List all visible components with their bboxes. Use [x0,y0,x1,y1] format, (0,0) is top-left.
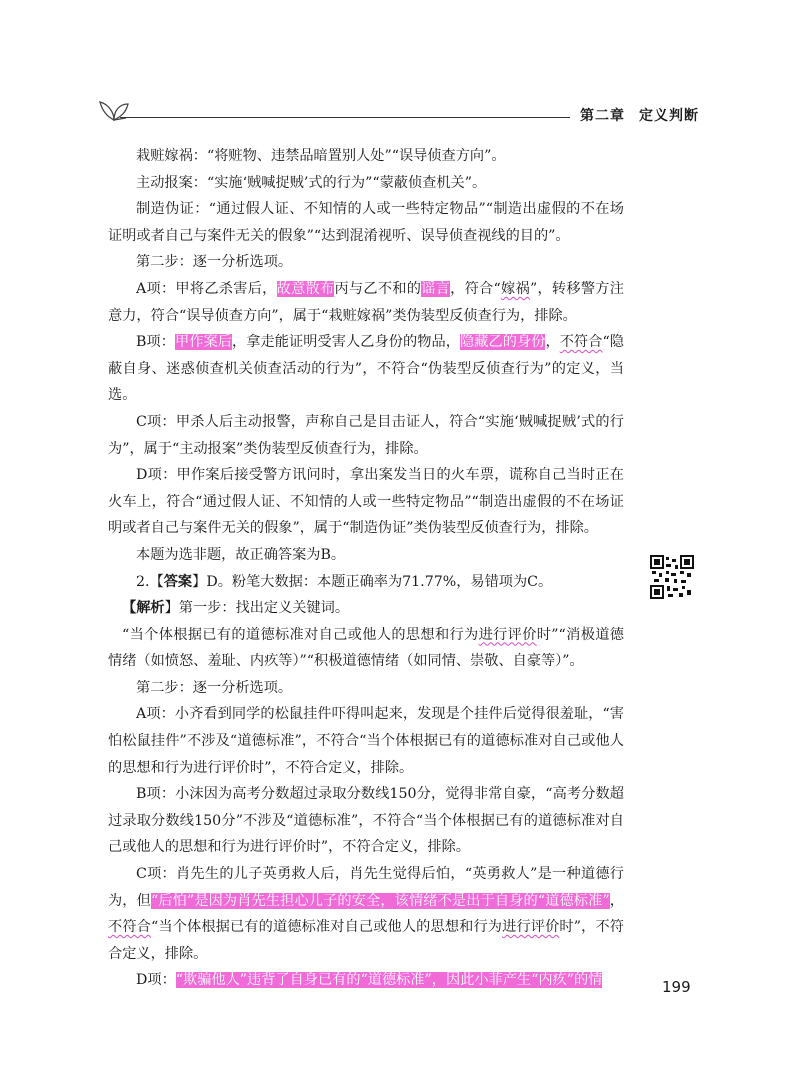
text: C项：肖先生的儿子英勇救人后，肖先生觉得后怕，“英勇救人”是一种道德行为，但 [108,866,624,909]
paragraph: 栽赃嫁祸：“将赃物、违禁品暗置别人处”“误导侦查方向”。 [136,148,506,164]
option-b2-paragraph: B项：小沫因为高考分数超过录取分数线150分，觉得非常自豪，“高考分数超过录取分数线150分”不涉及“道德标准”，不符合“当个体根据已有的道德标准对自己或他人的思想和行为进行评价时”，不符合定义，排除。 [108,786,624,856]
highlight: 隐藏乙的身份 [459,334,546,351]
text: 2.【 [136,573,164,590]
leaf-ornament-icon [96,96,132,122]
text: ， [609,892,624,909]
text: 】D。粉笔大数据：本题正确率为71.77%，易错项为C。 [192,573,553,590]
text: 【 [122,600,137,617]
option-c-paragraph: C项：甲杀人后主动报警，声称自己是目击证人，符合“实施‘贼喊捉贼’式的行为”，属于“主动报案”类伪装型反侦查行为，排除。 [108,413,624,457]
keywords-paragraph [108,622,624,675]
text: 】第一步：找出定义关键词。 [164,600,350,617]
chapter-title: 定义判断 [639,108,699,124]
option-d2-paragraph [108,967,624,994]
paragraph: 第二步：逐一分析选项。 [136,679,293,696]
highlight: “后怕”是因为肖先生担心儿子的安全，该情绪不是出于自身的“道德标准” [150,892,610,909]
text: ，符合“ [450,280,501,297]
question-2-answer [108,569,624,596]
paragraph: 制造伪证：“通过假人证、不知情的人或一些特定物品”“制造出虚假的不在场证明或者自己与案件无关的假象”“达到混淆视听、误导侦查视线的目的”。 [108,201,624,244]
text: D项： [136,972,176,989]
text: “隐蔽自身、迷惑侦查机关侦查活动的行为”，不符合“伪装型反侦查行为”的定义，当选。 [108,334,624,404]
conclusion: 本题为选非题，故正确答案为B。 [136,546,346,563]
wavy-underline: 嫁祸 [500,280,530,297]
wavy-underline: 进行评价 [502,919,560,936]
text: ，拿走能证明受害人乙身份的物品， [231,334,460,351]
wavy-underline: 进行评价 [478,626,537,643]
option-b-paragraph [108,329,624,409]
wavy-underline: 不符合 [559,334,603,351]
running-header [580,105,699,125]
text: 丙与乙不和的 [334,280,422,297]
highlight: 谣言 [421,280,451,297]
text: “当个体根据已有的道德标准对自己或他人的思想和行为 [122,626,479,643]
option-d-paragraph: D项：甲作案后接受警方讯问时，拿出案发当日的火车票，谎称自己当时正在火车上，符合“通过假人证、不知情的人或一些特定物品”“制造出虚假的不在场证明或者自己与案件无关的假象”，属于“制造伪证”类伪装型反侦查行为，排除。 [108,467,624,537]
analysis-heading [108,595,624,622]
highlight: 故意散布 [276,280,335,297]
text: ， [545,334,560,351]
text: ”，转移警方注意力，符合“误导侦查方向”，属于“栽赃嫁祸”类伪装型反侦查行为，排除。 [108,280,624,324]
highlight: “欺骗他人”违背了自身已有的“道德标准”，因此小菲产生“内疚”的情 [175,972,603,989]
qr-code-icon [650,555,694,599]
text: A项：甲将乙杀害后， [136,280,277,297]
page-body [108,143,624,994]
answer-label: 答案 [163,573,193,590]
option-c2-paragraph [108,861,624,967]
paragraph: 第二步：逐一分析选项。 [136,254,293,271]
text: 时”，不符合定义，排除。 [108,919,624,962]
paragraph: 主动报案：“实施‘贼喊捉贼’式的行为”“蒙蔽侦查机关”。 [136,174,487,191]
analysis-label: 解析 [136,600,165,617]
chapter-label: 第二章 [580,108,625,124]
text: 时”“消极道德情绪（如愤怒、羞耻、内疚等）”“积极道德情绪（如同情、崇敬、自豪等）”。 [108,626,624,670]
text: B项： [136,334,175,351]
text: “当个体根据已有的道德标准对自己或他人的思想和行为 [150,919,503,936]
option-a2-paragraph: A项：小齐看到同学的松鼠挂件吓得叫起来，发现是个挂件后觉得很羞耻，“害怕松鼠挂件”不涉及“道德标准”，不符合“当个体根据已有的道德标准对自己或他人的思想和行为进行评价时”，不符合定义，排除。 [108,706,624,776]
header-rule [120,117,570,118]
option-a-paragraph [108,276,624,329]
wavy-underline: 不符合 [108,919,151,936]
highlight: 甲作案后 [174,334,232,351]
page-number: 199 [662,978,691,996]
